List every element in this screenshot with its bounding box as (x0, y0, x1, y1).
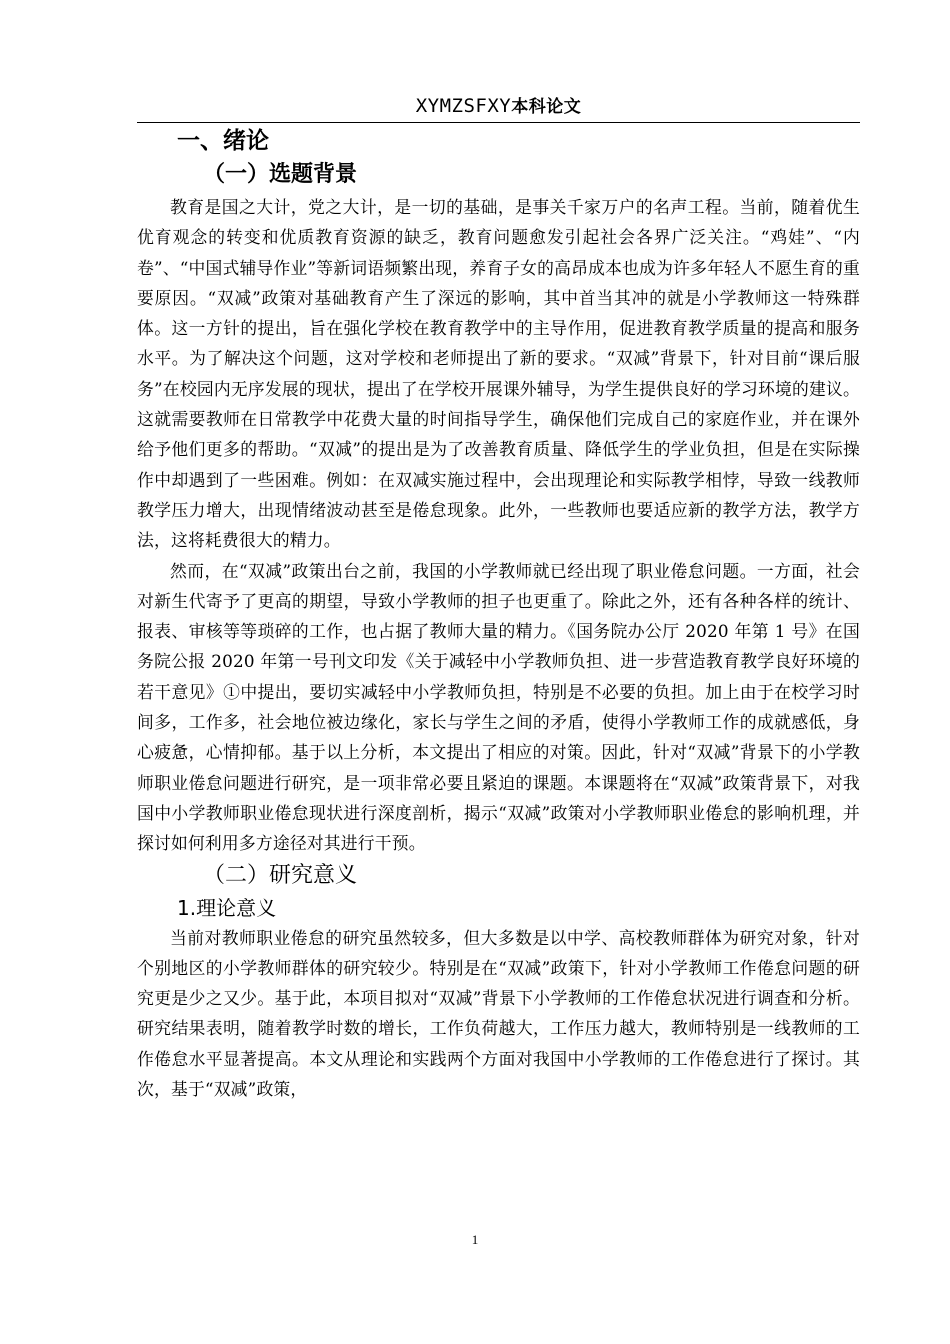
section-heading-significance: （二）研究意义 (203, 862, 358, 888)
paragraph-background-2: 然而，在“双减”政策出台之前，我国的小学教师就已经出现了职业倦怠问题。一方面，社会对新生代寄予了更高的期望，导致小学教师的担子也更重了。除此之外，还有各种各样的统计、报表、审核等等琐碎的工作，也占据了教师大量的精力。《国务院办公厅 2020 年第 1 号》在国务院公报 2020 年第一号刊文印发《关于减轻中小学教师负担、进一步营造教育教学良好环境的若干意见》①中提出，要切实减轻中小学教师负担，特别是不必要的负担。加上由于在校学习时间多，工作多，社会地位被边缘化，家长与学生之间的矛盾，使得小学教师工作的成就感低，身心疲惫，心情抑郁。基于以上分析，本文提出了相应的对策。因此，针对“双减”背景下的小学教师职业倦怠问题进行研究，是一项非常必要且紧迫的课题。本课题将在“双减”政策背景下，对我国中小学教师职业倦怠现状进行深度剖析，揭示“双减”政策对小学教师职业倦怠的影响机理，并探讨如何利用多方途径对其进行干预。 (137, 560, 860, 854)
page-number: 1 (471, 1232, 479, 1247)
chapter-heading: 一、绪论 (177, 128, 269, 154)
paragraph-background-1: 教育是国之大计，党之大计，是一切的基础，是事关千家万户的名声工程。当前，随着优生优育观念的转变和优质教育资源的缺乏，教育问题愈发引起社会各界广泛关注。“鸡娃”、“内卷”、“中国式辅导作业”等新词语频繁出现，养育子女的高昂成本也成为许多年轻人不愿生育的重要原因。“双减”政策对基础教育产生了深远的影响，其中首当其冲的就是小学教师这一特殊群体。这一方针的提出，旨在强化学校在教育教学中的主导作用，促进教育教学质量的提高和服务水平。为了解决这个问题，这对学校和老师提出了新的要求。“双减”背景下，针对目前“课后服务”在校园内无序发展的现状，提出了在学校开展课外辅导，为学生提供良好的学习环境的建议。这就需要教师在日常教学中花费大量的时间指导学生，确保他们完成自己的家庭作业，并在课外给予他们更多的帮助。“双减”的提出是为了改善教育质量、降低学生的学业负担，但是在实际操作中却遇到了一些困难。例如：在双减实施过程中，会出现理论和实际教学相悖，导致一线教师教学压力增大，出现情绪波动甚至是倦怠现象。此外，一些教师也要适应新的教学方法，教学方法，这将耗费很大的精力。 (137, 197, 860, 551)
header-title (416, 95, 582, 117)
header-doc-type: 本科论文 (511, 97, 582, 117)
subsection-heading-theory: 1.理论意义 (177, 895, 277, 920)
document-body (137, 124, 860, 1104)
page-header (137, 92, 860, 123)
paragraph-theory: 当前对教师职业倦怠的研究虽然较多，但大多数是以中学、高校教师群体为研究对象，针对个别地区的小学教师群体的研究较少。特别是在“双减”政策下，针对小学教师工作倦怠问题的研究更是少之又少。基于此，本项目拟对“双减”背景下小学教师的工作倦怠状况进行调查和分析。研究结果表明，随着教学时数的增长，工作负荷越大，工作压力越大，教师特别是一线教师的工作倦怠水平显著提高。本文从理论和实践两个方面对我国中小学教师的工作倦怠进行了探讨。其次，基于“双减”政策， (137, 927, 860, 1100)
section-heading-background: （一）选题背景 (203, 162, 358, 187)
header-code: XYMZSFXY (415, 95, 512, 117)
